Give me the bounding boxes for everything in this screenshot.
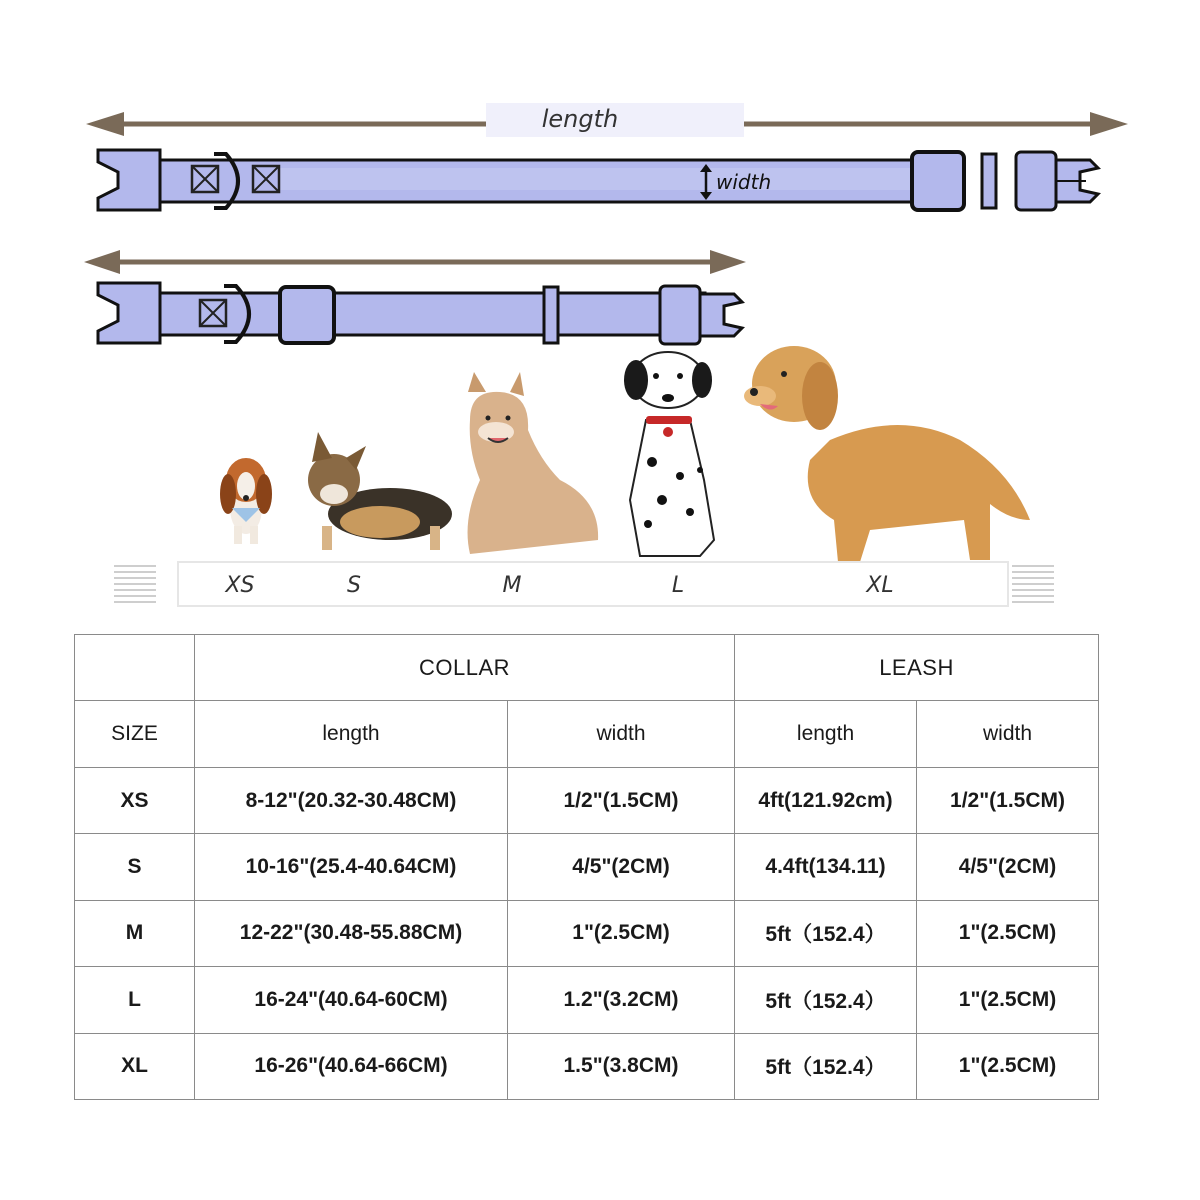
- short-buckle-female-icon: [98, 283, 160, 343]
- collar-width-cell: 1/2"(1.5CM): [508, 767, 735, 833]
- table-row: [75, 834, 1099, 900]
- size-label-l: L: [671, 573, 685, 598]
- size-cell: XL: [75, 1033, 195, 1099]
- shiba-inu-icon: [468, 372, 599, 554]
- short-collar: [84, 250, 746, 344]
- leash-width-cell: 1/2"(1.5CM): [917, 767, 1099, 833]
- collar-length-cell: 12-22"(30.48-55.88CM): [195, 900, 508, 966]
- table-corner-cell: [75, 635, 195, 701]
- leash-length-cell: 5ft（152.4）: [735, 900, 917, 966]
- collar-width-cell: 1"(2.5CM): [508, 900, 735, 966]
- table-row: [75, 900, 1099, 966]
- short-buckle-male-icon: [660, 286, 700, 344]
- table-row: [75, 1033, 1099, 1099]
- size-header: SIZE: [75, 701, 195, 767]
- leash-width-cell: 1"(2.5CM): [917, 1033, 1099, 1099]
- leash-length-cell: 5ft（152.4）: [735, 967, 917, 1033]
- length-label: length: [541, 105, 619, 133]
- collar-width-cell: 4/5"(2CM): [508, 834, 735, 900]
- basset-hound-icon: [220, 458, 272, 544]
- buckle-male-icon: [1016, 152, 1056, 210]
- leash-length-cell: 5ft（152.4）: [735, 1033, 917, 1099]
- short-slide-buckle-icon: [280, 287, 334, 343]
- dalmatian-icon: [624, 352, 714, 556]
- buckle-female-icon: [98, 150, 160, 210]
- collar-length-cell: 16-24"(40.64-60CM): [195, 967, 508, 1033]
- table-row: [75, 767, 1099, 833]
- collar-length-cell: 16-26"(40.64-66CM): [195, 1033, 508, 1099]
- table-subheader-row: [75, 701, 1099, 767]
- keeper-loop: [982, 154, 996, 208]
- size-cell: M: [75, 900, 195, 966]
- size-label-s: S: [347, 573, 361, 598]
- table-row: [75, 967, 1099, 1033]
- leash-length-cell: 4ft(121.92cm): [735, 767, 917, 833]
- collar-width-cell: 1.2"(3.2CM): [508, 967, 735, 1033]
- size-label-xs: XS: [225, 573, 255, 598]
- collar-length-header: length: [195, 701, 508, 767]
- size-table: [74, 634, 1099, 1100]
- leash-header: LEASH: [735, 635, 1099, 701]
- size-ruler: [114, 562, 1054, 606]
- table-group-header-row: [75, 635, 1099, 701]
- short-keeper-loop: [544, 287, 558, 343]
- golden-retriever-icon: [744, 346, 1030, 562]
- collar-length-cell: 10-16"(25.4-40.64CM): [195, 834, 508, 900]
- leash-width-header: width: [917, 701, 1099, 767]
- collar-header: COLLAR: [195, 635, 735, 701]
- corgi-icon: [308, 432, 452, 550]
- leash-width-cell: 1"(2.5CM): [917, 900, 1099, 966]
- slide-buckle-icon: [912, 152, 964, 210]
- collar-width-cell: 1.5"(3.8CM): [508, 1033, 735, 1099]
- size-cell: S: [75, 834, 195, 900]
- leash-length-cell: 4.4ft(134.11): [735, 834, 917, 900]
- collar-width-header: width: [508, 701, 735, 767]
- width-label: width: [716, 170, 772, 194]
- collar-length-cell: 8-12"(20.32-30.48CM): [195, 767, 508, 833]
- size-label-xl: XL: [866, 573, 894, 598]
- long-collar: [86, 103, 1128, 210]
- size-label-m: M: [502, 573, 522, 598]
- size-cell: XS: [75, 767, 195, 833]
- leash-width-cell: 1"(2.5CM): [917, 967, 1099, 1033]
- size-cell: L: [75, 967, 195, 1033]
- leash-width-cell: 4/5"(2CM): [917, 834, 1099, 900]
- leash-length-header: length: [735, 701, 917, 767]
- short-length-arrow: [84, 250, 746, 274]
